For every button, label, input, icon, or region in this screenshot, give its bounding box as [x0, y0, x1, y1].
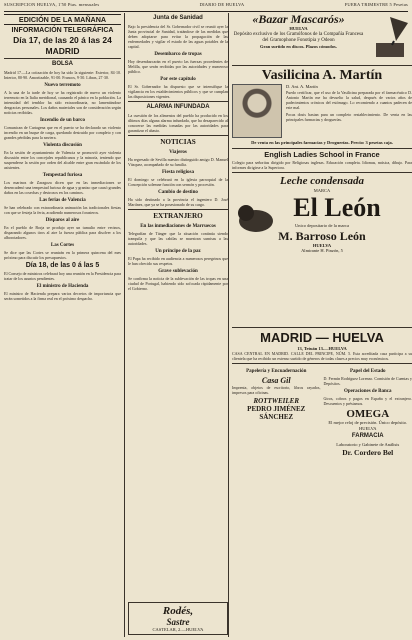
story-text: El ministro de Hacienda prepara varios decretos de importancia que serán sometidos a la firma real en el próximo despacho. — [4, 291, 121, 301]
story-text: Se han celebrado con extraordinaria animación las tradicionales fiestas con que se festeja la feria, acudiendo numerosos forasteros. — [4, 205, 121, 215]
barroso-address: Almirante H. Pinzón, 5 — [301, 248, 343, 253]
lion-icon — [236, 201, 276, 235]
column-ads — [228, 13, 412, 637]
rodes-name: Rodés, — [162, 604, 194, 617]
banca-text: Giros, cobros y pagos en España y el extranjero. Descuentos y préstamos. — [323, 396, 412, 406]
papeleria-name: Casa Gil — [261, 376, 291, 385]
masthead-center: DIARIO DE HUELVA — [199, 2, 245, 7]
vasilicina-caption: D. Ant. A. Martín — [286, 84, 318, 89]
story-text: Ha regresado de Sevilla nuestro distinguido amigo D. Manuel Vázquez, acompañado de su familia. — [128, 157, 228, 167]
vasilicina-title: Vasilicina A. Martín — [261, 68, 383, 83]
madrid-huelva-title: MADRID — HUELVA — [260, 329, 384, 345]
story-text: Comunican de Cartagena que en el puerto se ha declarado un violento incendio en un buque de carga, quedando destruido por completo y con grandes pérdidas para la naviera. — [4, 125, 121, 140]
story-title: Tempestad furiosa — [42, 173, 83, 178]
dateline-2: Día 18, de las 0 á las 5 — [25, 262, 100, 269]
story-title: Viajeros — [169, 150, 187, 155]
english-school-title: English Ladies School in France — [264, 149, 380, 159]
vasilicina-right: Pocas dosis bastan para un completo restablecimiento. De venta en las principales farmacias y droguerías. — [286, 111, 412, 122]
leche-title: Leche condensada — [279, 174, 364, 187]
story-title: Violenta discusión — [43, 143, 82, 148]
farmacia-text: Laboratorio y Gabinete de Análisis — [336, 442, 400, 447]
papeleria-ad — [232, 366, 321, 457]
story-title: Incendio de un barco — [39, 118, 86, 123]
gramophone-icon — [368, 13, 412, 61]
bazar-title: «Bazar Mascarós» — [252, 13, 345, 26]
bazar-text: Depósito exclusivo de los Gramófonos de la Compañía Francesa del Gramophone Fonotipia y Odeon — [233, 31, 364, 43]
jimenez-name: PEDRO JIMÉNEZ SÁNCHEZ — [247, 405, 306, 421]
bazar-footer: Gran surtido en discos. Plazos cómodos. — [260, 43, 337, 49]
story-text: El Sr. Gobernador ha dispuesto que se intensifique la vigilancia en los establecimientos públicos y que se cumplan las disposiciones vigentes. — [128, 84, 228, 99]
bolsa-text: Madrid 17.—La cotización de hoy ha sido la siguiente: Exterior, 84·10. Interior, 80·90. Amortizable, 91·00. Francos, 9·50. Libras, 27·30. — [4, 70, 121, 80]
omega-title: OMEGA — [346, 408, 390, 420]
bazar-city: HUELVA — [289, 26, 308, 31]
omega-city: HUELVA — [358, 425, 377, 431]
column-telegraphic — [4, 13, 121, 637]
leon-brand: El León — [293, 193, 381, 222]
story-text: En la sesión de ayuntamiento de Valencia se promovió ayer violenta discusión entre los concejales republicanos y la minoría, teniendo que suspenderse la sesión por orden del alcalde entre gran escándalo de los asistentes. — [4, 150, 121, 170]
story-text: Se confirma la noticia de la sublevación de las tropas en una ciudad de Portugal, habiendo sido sofocada rápidamente por el Gobierno. — [128, 276, 228, 291]
story-text: Los marinos de Zaragoza dicen que en las inmediaciones se desencadenó una tempestad furiosa de agua y granizo que causó grandes daños en las cosechas y destrozos en los caminos. — [4, 180, 121, 195]
leon-sub: Unico depositario de la marca — [295, 223, 349, 228]
story-title: El ministro de Hacienda — [36, 284, 89, 289]
extranjero-heading: EXTRANJERO — [153, 212, 203, 220]
masthead-right: FUERA TRIMESTRE 5 Pesetas — [344, 2, 408, 7]
story-text: Telegrafían de Tánger que la situación continúa siendo tranquila y que las cabilas se muestran sumisas a las autoridades. — [128, 231, 228, 246]
story-title: Las Cortes — [50, 243, 75, 248]
story-text: En el pueblo de Borja se produjo ayer un tumulto entre vecinos, disparando algunos tiros al aire la fuerza pública para disolver a los alborotadores. — [4, 225, 121, 240]
papeleria-text: Imprenta, objetos de escritorio, libros rayados, impresos para oficinas. — [232, 385, 321, 395]
leche-marca: MARCA — [313, 187, 331, 193]
vasilicina-sale: De venta en las principales farmacias y Droguerías. Precio: 3 pesetas caja. — [251, 140, 393, 145]
barroso-city: HUELVA — [312, 242, 332, 248]
story-title: Grave sublevación — [158, 269, 198, 274]
farmacia-title: FARMACIA — [351, 433, 384, 439]
motos-title: ROTTWEILER — [253, 397, 299, 405]
story-text: El domingo se celebrará en la iglesia parroquial de la Concepción solemne función con sermón y procesión. — [128, 177, 228, 187]
edition-heading: EDICIÓN DE LA MAÑANA — [4, 14, 121, 25]
story-title: Fiesta religiosa — [162, 170, 194, 175]
papel-estado-title: Papel del Estado — [349, 369, 386, 374]
farmacia-name: Dr. Cordero Bel — [342, 447, 394, 457]
junta-text: Bajo la presidencia del Sr. Gobernador civil se reunió ayer la Junta provincial de Sanidad, tratándose de las medidas que deben adoptarse para evitar la propagación de las enfermedades y vigilar el estado de las aguas potables de la capital. — [128, 24, 228, 49]
madrid-huelva-sub: 13, Tetuán 13.—HUELVA — [297, 345, 347, 351]
madrid-huelva-text: CASA CENTRAL EN MADRID. CALLE DEL PRINCIPE, NÚM. 5. Esta acreditada casa participa a su clientela que ha recibido un extenso surtido de géneros de todas clases a precios muy económicos. — [232, 351, 412, 361]
rodes-sub: Sastre — [166, 616, 190, 627]
story-title: Las ferias de Valencia — [39, 198, 86, 203]
barroso-name: M. Barroso León — [278, 228, 366, 243]
masthead — [4, 2, 408, 12]
leche-ad — [232, 175, 412, 325]
vasilicina-text: Puedo certificar, que el uso de la Vasilicina preparada por el farmacéutico D. Antonio Martín me ha devuelto la salud, después de varios años de padecimientos crónicos del estómago. Lo recomiendo a cuantos padecen de este mal. — [286, 89, 412, 110]
papel-estado-text: D. Fermín Rodríguez Lorenzo. Comisión de Cuentas y Depósitos. — [323, 376, 412, 386]
omega-text: El mejor reloj de precisión. Único depósito. — [328, 420, 408, 425]
alarm-text: La cuestión de los alimentos del pueblo ha producido en los últimos días alguna alarma infundada, que ha desaparecido al conocerse las medidas tomadas por las autoridades para garantizar el abasto. — [128, 113, 228, 133]
bazar-ad — [232, 13, 412, 63]
story-title: Disparos al aire — [45, 218, 80, 223]
dateline: Día 17, de las 20 á las 24 — [13, 35, 112, 45]
banca-title: Operaciones de Banca — [344, 389, 392, 394]
story-text: El Consejo de ministros celebrará hoy una reunión en la Presidencia para tratar de los asuntos pendientes. — [4, 271, 121, 281]
story-title: Un príncipe de la paz — [155, 249, 201, 254]
junta-heading: Junta de Sanidad — [153, 15, 203, 21]
papeleria-title: Papelería y Encuadernación — [246, 369, 307, 374]
portrait-image — [232, 84, 282, 138]
bolsa-title: BOLSA — [52, 61, 73, 67]
city-heading: MADRID — [45, 46, 80, 56]
noticias-heading: NOTICIAS — [160, 138, 196, 146]
alarm-heading: ALARMA INFUNDADA — [146, 104, 210, 110]
section-heading: INFORMACIÓN TELEGRÁFICA — [11, 27, 114, 34]
english-school-text: Colegio para señoritas dirigido por Religiosas inglesas. Educación completa. Idiomas, música, dibujo. Para informes dirigirse a la Superiora. — [232, 159, 412, 170]
rodes-ad — [128, 602, 228, 636]
story-text: El Papa ha recibido en audiencia a numerosos peregrinos que le han ofrecido sus respetos. — [128, 256, 228, 266]
rodes-address: CASTELAR, 2.—HUELVA — [152, 626, 204, 632]
story-text: Ha sido destinado a la provincia el ingeniero D. José Martínez, que ya se ha posesionado de su cargo. — [128, 197, 228, 207]
story-title: Por este capítulo — [160, 77, 196, 82]
story-title: Cambio de destino — [158, 190, 198, 195]
story-title: En las inmediaciones de Marruecos — [140, 224, 216, 229]
column-local — [124, 13, 228, 637]
masthead-left: SUSCRIPCION HUELVA, 1'50 Ptas. mensuales — [4, 2, 100, 7]
story-title: Desembarco de tropas — [154, 52, 202, 57]
story-text: Se dice que las Cortes se reunirán en la primera quincena del mes próximo para discutir los presupuestos. — [4, 250, 121, 260]
story-title: Nuevo terremoto — [44, 83, 81, 88]
story-text: A la una de la tarde de hoy se ha registrado de nuevo un violento terremoto en la Italia meridional, causando el pánico en la población. La intensidad del temblor ha sido extraordinaria, no lamentándose desgracias personales. Los daños materiales son de consideración según noticias recibidas. — [4, 90, 121, 115]
story-text: Hoy desembarcarán en el puerto las fuerzas procedentes de Melilla, que serán recibidas por las autoridades y numeroso público. — [128, 59, 228, 74]
papel-estado-ad — [324, 366, 412, 457]
